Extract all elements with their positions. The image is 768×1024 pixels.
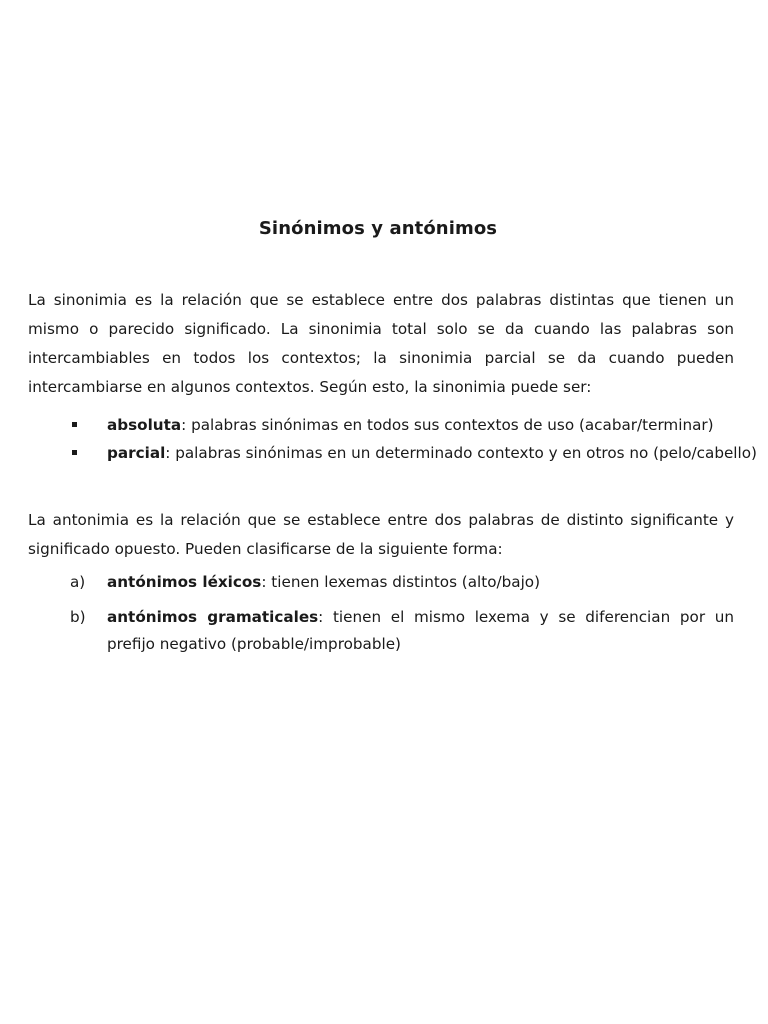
square-bullet-icon xyxy=(72,422,77,427)
term-label: antónimos léxicos xyxy=(107,573,262,591)
list-item xyxy=(28,604,734,658)
antonymy-types-list xyxy=(28,569,734,666)
list-letter: b) xyxy=(70,608,86,626)
term-description: : tienen el mismo lexema y se diferencian por un prefijo negativo (probable/improbable) xyxy=(107,608,735,653)
term-description: : palabras sinónimas en todos sus contextos de uso (acabar/terminar) xyxy=(181,416,714,434)
synonymy-paragraph: La sinonimia es la relación que se establece entre dos palabras distintas que tienen un mismo o parecido significado. La sinonimia total solo se da cuando las palabras son intercambiables en todos los contextos; la sinonimia parcial se da cuando pueden intercambiarse en algunos contextos. Según esto, la sinonimia puede ser: xyxy=(28,291,734,396)
page-title: Sinónimos y antónimos xyxy=(258,218,498,239)
synonymy-types-list xyxy=(28,411,757,467)
antonymy-paragraph: La antonimia es la relación que se establece entre dos palabras de distinto significante y significado opuesto. Pueden clasificarse de la siguiente forma: xyxy=(28,511,734,558)
list-item xyxy=(28,439,757,467)
term-label: antónimos gramaticales xyxy=(107,608,319,626)
list-letter: a) xyxy=(70,573,86,591)
list-item xyxy=(28,569,734,596)
term-label: absoluta xyxy=(107,416,182,434)
term-label: parcial xyxy=(107,444,166,462)
term-description: : tienen lexemas distintos (alto/bajo) xyxy=(261,573,541,591)
square-bullet-icon xyxy=(72,450,77,455)
term-description: : palabras sinónimas en un determinado contexto y en otros no (pelo/cabello) xyxy=(165,444,757,462)
list-item xyxy=(28,411,734,439)
